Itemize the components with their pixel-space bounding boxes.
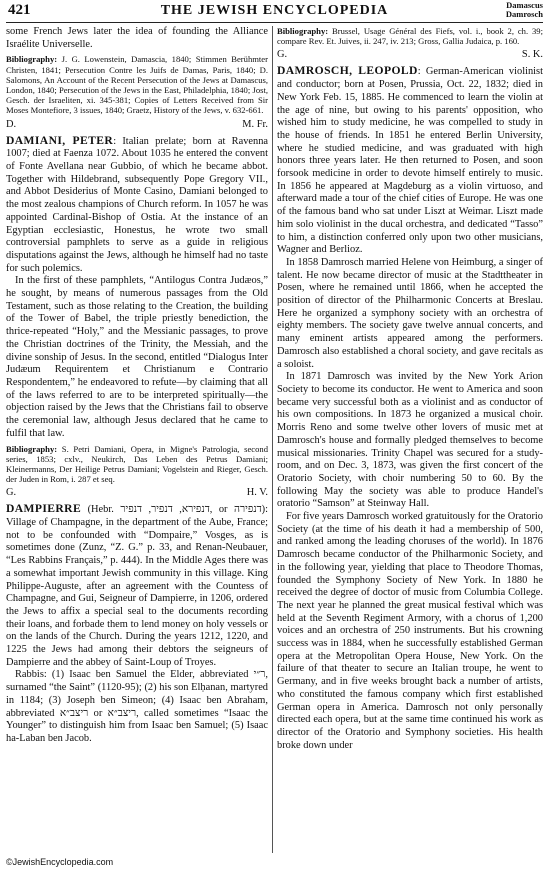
signature-initial: G. [277,49,288,61]
bibliography-text: Brussel, Usage Général des Fiefs, vol. i., book 2, ch. 39; compare Rev. Et. Juives, ii. 247, iv. 213; Gross, Gallia Judaica, p. 160. [277,26,543,47]
running-head-first: Damascus [506,0,543,10]
bibliography-damiani [6,444,268,485]
entry-text: Village of Champagne, in the department of the Aube, France; not to be confounded with “Dompaire,” Vosges, as is sometimes done (Zunz, “Z. G.” p. 33, and Renan-Neubauer, “Les Rabbins Français,” p. 444). In the Middle Ages there was a somewhat important Jewish community in this village. King Philippe-Auguste, after an agreement with the Countess of Champagne, and Gui, Seigneur of Dampierre, in 1206, ordered the Jews to affix a special seal to the documents recording their loans, and forbade them to lend money on holy vessels or on the lands of the Church. During the years 1212, 1220, and 1225 the Jews had among their debtors the seigneurs of Dampierre and the abbey of Saint-Loup of Troyes. [6,517,268,668]
entry-paragraph: In 1858 Damrosch married Helene von Heimburg, a singer of talent. He now became director of music at the Stadttheater in Posen, where he remained until 1866, when he accepted the position of director of the Philharmonic Concerts at Breslau. Here he organized a symphony society with an orchestra of eighty members. The society gave twelve annual concerts, and many eminent artists appeared among the performers. Damrosch also established a choral society, and gave recitals as a soloist. [277,256,543,370]
bibliography-text: S. Petri Damiani, Opera, in Migne's Patrologia, second series, 1853; cxlv., Neukirch, Das Leben des Petrus Damiani; Kleinermanns, Der Heilige Petrus Damiani; Vogelstein and Rieger, Gesch. der Juden in Rom, i. 287 et seq. [6,443,268,485]
bibliography-dampierre [277,26,543,46]
copyright-footer: ©JewishEncyclopedia.com [6,857,114,867]
entry-damrosch [277,65,543,257]
left-column [6,26,268,853]
signature-author: S. K. [521,49,543,61]
signature-author: M. Fr. [242,118,268,130]
page-header [6,0,543,23]
page-number: 421 [8,2,31,18]
bibliography-text: J. G. Lowenstein, Damascia, 1840; Stimmen Berühmter Christen, 1841; Persecution Contre les Juifs de Damas, Paris, 1840; D. Salomons, An Account of the Recent Persecution of the Jews at Damascus, London, 1840; Persecution of the Jews in the East, Philadelphia, 1840; Jost, Gesch. der Israeliten, xi. 345-381; Copies of Letters Received from Sir Moses Montefiore, 3 issues, 1840; Graetz, History of the Jews, v. 632-661. [6,54,268,116]
entry-paragraph: Rabbis: (1) Isaac ben Samuel the Elder, abbreviated ר״י, surnamed “the Saint” (1120-95); (2) his son Elḥanan, martyred in 1184; (3) Joseph ben Simeon; (4) Isaac ben Abraham, abbreviated ריצב״א or ריצב״א, called sometimes “Isaac the Younger” to distinguish him from Isaac ben Samuel; (5) Isaac ha-Laban ben Jacob. [6,669,268,744]
entry-paragraph: In the first of these pamphlets, “Antilogus Contra Judæos,” he sought, by means of numerous passages from the Old Testament, such as those relating to the Creation, the building of the Tower of Babel, the triple priestly benediction, the thrice-repeated “Holy,” and the Messianic passages, to prove the Christian doctrines of the Trinity, the Messiah, and the divine sonship of Jesus. In the second, entitled “Dialogus Inter Judæum Requirentem et Christianum e Contrario Respondentem,” he endeavored to refute—by claiming that all of the laws referred to are to be interpreted spiritually—the objection raised by the Jews that the Christians fail to observe the ceremonial law, although Jesus declared that he came to fulfil that law. [6,275,268,439]
entry-hebrew-names: (Hebr. דנפירא, דנפיר, דנפיר, or דנפירה): [81,504,268,516]
bibliography-label: Bibliography: [277,26,329,36]
entry-paragraph: For five years Damrosch worked gratuitously for the Oratorio Society (at the time of his death it had a membership of 500, and ranked among the leading choruses of the world). In 1876 Damrosch became conductor of the Philharmonic Society, and in the following year, yielding that place to Theodore Thomas, founded the Symphony Society of New York. In 1880 he received the degree of doctor of music from Columbia College. The next year he planned the great musical festival which was held at the Seventh Regiment Armory, with a chorus of 1,200 voices and an orchestra of 250 instruments. But his crowning success was in 1884, when he successfully established German opera at the Metropolitan Opera House, New York. On the failure of that theater to secure an Italian troupe, he went to Germany, and in five weeks brought back a number of artists, who constituted the famous company which first established German opera in America. Damrosch not only personally directed each opera, but at the same time continued his work as director of the Oratorio and Symphony societies. His health broke down under [277,511,543,751]
author-signature [6,486,268,499]
signature-initial: D. [6,118,17,130]
entry-heading: DAMROSCH, LEOPOLD [277,64,418,78]
entry-paragraph: In 1871 Damrosch was invited by the New York Arion Society to become its conductor. He went to America and soon became very successful both as a violinist and as conductor of his own compositions. In 1873 he organized a musical choir. Morris Reno and some twelve other lovers of music met at Damrosch's house and formally pledged themselves to become musical missionaries. Trinity Chapel was secured for a study-room, and on Dec. 3, 1873, was given the first concert of the Oratorio Society, with choir numbering 50 to 60. By the following May the society was able to produce Handel's oratorio “Samson” at Steinway Hall. [277,371,543,510]
running-head [506,1,543,19]
right-column [277,26,543,853]
entry-dampierre [6,503,268,669]
signature-initial: G. [6,487,17,499]
entry-heading: DAMPIERRE [6,502,82,516]
continued-paragraph: some French Jews later the idea of founding the Alliance Israélite Universelle. [6,26,268,50]
signature-author: H. V. [246,487,268,499]
page-title: THE JEWISH ENCYCLOPEDIA [160,3,389,18]
entry-damiani [6,135,268,276]
entry-text: : Italian prelate; born at Ravenna 1007; died at Faenza 1072. About 1035 he entered the convent of Fonte Avellana near Gubbio, of which he became abbot. Together with Hildebrand, subsequently Pope Gregory VII., and Abbot Desiderius of Monte Casino, Damiani belonged to the most zealous champions of Church reform. In 1057 he was appointed Cardinal-Bishop of Ostia. At the instance of an Egyptian ecclesiastic, Honestus, he wrote two small controversial pamphlets to serve as a guide in religious disputations against the Jews, although he himself had no taste for such polemics. [6,135,268,274]
author-signature [6,118,268,131]
author-signature [277,48,543,61]
bibliography-label: Bibliography: [6,54,58,65]
entry-heading: DAMIANI, PETER [6,133,114,147]
running-head-last: Damrosch [505,9,543,19]
entry-text: : German-American violinist and conductor; born at Posen, Prussia, Oct. 22, 1832; died in New York Feb. 15, 1885. He commenced to learn the violin at the age of nine, but owing to his parents' opposition, who wished him to study medicine, he was compelled to study in the house of friends. In 1851 he entered Berlin University, where he studied medicine, and was graduated with high honors three years later. He then returned to Posen, and soon forsook medicine in order to devote himself entirely to music. In 1856 he appeared at Magdeburg as a violin virtuoso, and afterward made a tour of the chief cities of Europe. He was one of the famous band who sat under Liszt at Weimar. Liszt made him solo violinist in the ducal orchestra, and dedicated “Tasso” to him, a distinction conferred only upon two other musicians, Wagner and Berlioz. [277,66,543,256]
column-divider [272,26,273,853]
text-columns [6,26,543,853]
bibliography-label: Bibliography: [6,443,58,454]
bibliography-damascus [6,54,268,115]
